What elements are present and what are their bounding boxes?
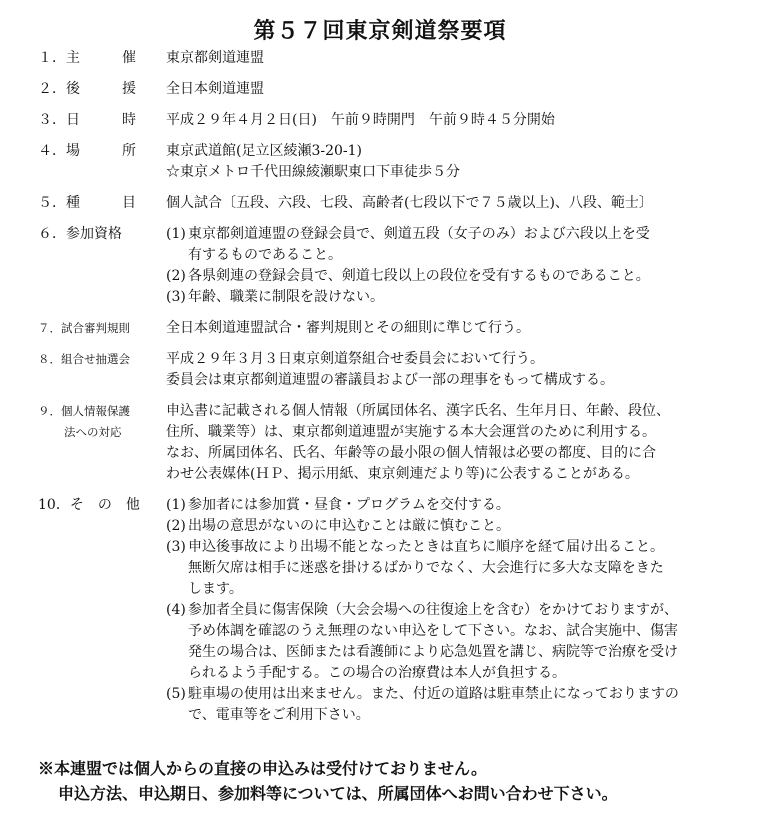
section-label — [38, 141, 166, 162]
section-body-line: 東京都剣道連盟 — [166, 50, 264, 66]
section-label-text: ５．種 目 — [38, 195, 136, 211]
section-7 — [38, 318, 738, 339]
list-item — [166, 495, 738, 516]
list-item-text — [188, 684, 738, 726]
section-4 — [38, 141, 738, 183]
section-3 — [38, 110, 738, 131]
section-body — [166, 495, 738, 726]
section-label — [38, 110, 166, 131]
list-item-number: (2) — [166, 268, 186, 284]
section-body-line: ☆東京メトロ千代田線綾瀬駅東口下車徒歩５分 — [166, 164, 460, 180]
list-item-text — [188, 495, 738, 516]
section-body-line: なお、所属団体名、氏名、年齢等の最小限の個人情報は必要の都度、目的に合 — [166, 445, 656, 461]
section-body-line: 東京武道館(足立区綾瀬3-20-1) — [166, 143, 363, 159]
section-body — [166, 318, 738, 339]
section-body-line: わせ公表媒体(ＨＰ、掲示用紙、東京剣連だより等)に公表することがある。 — [166, 466, 639, 482]
list-item-line: 年齢、職業に制限を設けない。 — [188, 289, 384, 305]
section-body — [166, 79, 738, 100]
notice-line-2: 申込方法、申込期日、参加料等については、所属団体へお問い合わせ下さい。 — [58, 784, 618, 803]
list-item-line: 駐車場の使用は出来ません。また、付近の道路は駐車禁止になっておりますの — [188, 686, 679, 702]
page-title: 第５７回東京剣道祭要項 — [253, 18, 507, 44]
section-body-line: 申込書に記載される個人情報（所属団体名、漢字氏名、生年月日、年齢、段位、 — [166, 403, 670, 419]
list-item-line: 発生の場合は、医師または看護師により応急処置を講じ、病院等で治療を受け — [188, 644, 678, 660]
section-label-text: ４．場 所 — [38, 143, 136, 159]
section-label-text: ８．組合せ抽選会 — [38, 352, 130, 366]
list-item-text — [188, 224, 738, 266]
section-body-line: 委員会は東京都剣道連盟の審議員および一部の理事をもって構成する。 — [166, 372, 614, 388]
section-body-line: 平成２９年３月３日東京剣道祭組合せ委員会において行う。 — [166, 351, 544, 367]
section-label-text-2: 法への対応 — [64, 425, 122, 439]
list-item-line: 申込後事故により出場不能となったときは直ちに順序を経て届け出ること。 — [188, 539, 664, 555]
section-body — [166, 193, 738, 214]
section-9 — [38, 401, 738, 485]
list-item-line: で、電車等をご利用下さい。 — [188, 707, 370, 723]
list-item — [166, 537, 738, 600]
list-item-number: (1) — [166, 226, 186, 242]
list-item-number: (2) — [166, 518, 186, 534]
list-item-text — [188, 516, 738, 537]
section-body — [166, 401, 738, 485]
list-item-text — [188, 266, 738, 287]
list-item-number: (4) — [166, 602, 186, 618]
section-label-text: ９．個人情報保護 — [38, 404, 130, 418]
section-label-text: １．主 催 — [38, 50, 136, 66]
section-2 — [38, 79, 738, 100]
list-item — [166, 684, 738, 726]
list-item — [166, 600, 738, 684]
list-item — [166, 224, 738, 266]
list-item — [166, 266, 738, 287]
list-item-text — [188, 287, 738, 308]
list-item-line: 有するものであること。 — [188, 247, 342, 263]
section-body — [166, 48, 738, 69]
section-body — [166, 110, 738, 131]
list-item-number: (3) — [166, 539, 186, 555]
section-body — [166, 349, 738, 391]
list-item-text — [188, 537, 738, 600]
section-label — [38, 48, 166, 69]
section-label — [38, 318, 166, 339]
section-label — [38, 401, 166, 443]
list-item — [166, 287, 738, 308]
list-item-line: られるよう手配する。この場合の治療費は本人が負担する。 — [188, 665, 566, 681]
section-1 — [38, 48, 738, 69]
section-label-text: ６．参加資格 — [38, 226, 122, 242]
list-item-number: (3) — [166, 289, 186, 305]
section-body — [166, 224, 738, 308]
list-item-line: 無断欠席は相手に迷惑を掛けるばかりでなく、大会進行に多大な支障をきた — [188, 560, 664, 576]
section-body-line: 個人試合〔五段、六段、七段、高齢者(七段以下で７５歳以上)、八段、範士〕 — [166, 195, 653, 211]
list-item-text — [188, 600, 738, 684]
section-body-line: 平成２９年４月２日(日) 午前９時開門 午前９時４５分開始 — [166, 112, 555, 128]
section-5 — [38, 193, 738, 214]
list-item-line: 予め体調を確認のうえ無理のない申込をして下さい。なお、試合実施中、傷害 — [188, 623, 678, 639]
section-label — [38, 349, 166, 370]
section-label-text: ２．後 援 — [38, 81, 136, 97]
section-8 — [38, 349, 738, 391]
list-item — [166, 516, 738, 537]
list-item-number: (5) — [166, 686, 186, 702]
section-body-line: 全日本剣道連盟 — [166, 81, 264, 97]
list-item-line: 参加者には参加賞・昼食・プログラムを交付する。 — [188, 497, 510, 513]
section-label — [38, 495, 166, 516]
section-10 — [38, 495, 738, 726]
section-label-text: ３．日 時 — [38, 112, 136, 128]
section-label-text: 10．そ の 他 — [38, 497, 140, 513]
section-body-line: 住所、職業等）は、東京都剣道連盟が実施する本大会運営のために利用する。 — [166, 424, 656, 440]
section-label-text: ７．試合審判規則 — [38, 321, 130, 335]
list-item-number: (1) — [166, 497, 186, 513]
section-body-line: 全日本剣道連盟試合・審判規則とその細則に準じて行う。 — [166, 320, 530, 336]
list-item-line: 出場の意思がないのに申込むことは厳に慎むこと。 — [188, 518, 510, 534]
sections-list — [38, 48, 738, 736]
list-item-line: 参加者全員に傷害保険（大会会場への往復途上を含む）をかけておりますが、 — [188, 602, 678, 618]
notice-line-1: ※本連盟では個人からの直接の申込みは受付けておりません。 — [38, 759, 487, 778]
section-body — [166, 141, 738, 183]
list-item-line: 東京都剣道連盟の登録会員で、剣道五段（女子のみ）および六段以上を受 — [188, 226, 650, 242]
list-item-line: 各県剣連の登録会員で、剣道七段以上の段位を受有するものであること。 — [188, 268, 650, 284]
notice-box — [38, 756, 738, 806]
list-item-line: します。 — [188, 581, 243, 597]
section-6 — [38, 224, 738, 308]
section-label — [38, 79, 166, 100]
section-label — [38, 193, 166, 214]
section-label — [38, 224, 166, 245]
